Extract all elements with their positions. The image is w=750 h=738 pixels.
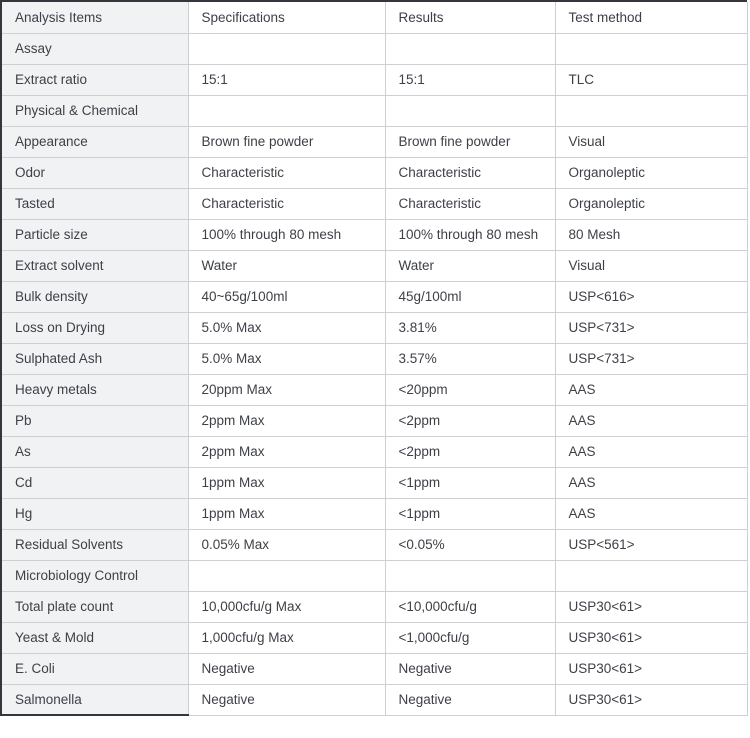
result-cell: <2ppm xyxy=(385,436,555,467)
column-header-analysis-items: Analysis Items xyxy=(2,2,188,33)
table-row xyxy=(2,126,747,157)
method-cell: TLC xyxy=(555,64,747,95)
method-cell: USP30<61> xyxy=(555,591,747,622)
analysis-item-cell: Yeast & Mold xyxy=(2,622,188,653)
method-cell: USP30<61> xyxy=(555,622,747,653)
method-cell: USP<616> xyxy=(555,281,747,312)
spec-cell: Negative xyxy=(188,684,385,715)
result-cell: Negative xyxy=(385,684,555,715)
method-cell: Visual xyxy=(555,126,747,157)
spec-cell: 0.05% Max xyxy=(188,529,385,560)
analysis-item-cell: Odor xyxy=(2,157,188,188)
spec-cell: Negative xyxy=(188,653,385,684)
table-row xyxy=(2,498,747,529)
method-cell: USP<731> xyxy=(555,312,747,343)
analysis-item-cell: Physical & Chemical xyxy=(2,95,188,126)
result-cell: 3.57% xyxy=(385,343,555,374)
result-cell: Brown fine powder xyxy=(385,126,555,157)
result-cell xyxy=(385,560,555,591)
method-cell: AAS xyxy=(555,436,747,467)
method-cell: USP<731> xyxy=(555,343,747,374)
table-row xyxy=(2,622,747,653)
spec-cell: 1ppm Max xyxy=(188,467,385,498)
result-cell: <1,000cfu/g xyxy=(385,622,555,653)
table-row xyxy=(2,374,747,405)
analysis-item-cell: Assay xyxy=(2,33,188,64)
result-cell: 15:1 xyxy=(385,64,555,95)
table-row xyxy=(2,653,747,684)
result-cell xyxy=(385,95,555,126)
analysis-item-cell: Pb xyxy=(2,405,188,436)
result-cell: 45g/100ml xyxy=(385,281,555,312)
spec-cell: 1,000cfu/g Max xyxy=(188,622,385,653)
spec-cell: 5.0% Max xyxy=(188,312,385,343)
column-header-test-method: Test method xyxy=(555,2,747,33)
table-row xyxy=(2,64,747,95)
table-row xyxy=(2,157,747,188)
method-cell: AAS xyxy=(555,405,747,436)
analysis-item-cell: Extract ratio xyxy=(2,64,188,95)
result-cell: 100% through 80 mesh xyxy=(385,219,555,250)
result-cell: <2ppm xyxy=(385,405,555,436)
result-cell: <10,000cfu/g xyxy=(385,591,555,622)
method-cell: 80 Mesh xyxy=(555,219,747,250)
spec-cell: Characteristic xyxy=(188,157,385,188)
table-row xyxy=(2,188,747,219)
result-cell: <0.05% xyxy=(385,529,555,560)
spec-cell: 1ppm Max xyxy=(188,498,385,529)
analysis-item-cell: Extract solvent xyxy=(2,250,188,281)
method-cell: Visual xyxy=(555,250,747,281)
spec-cell: 5.0% Max xyxy=(188,343,385,374)
analysis-item-cell: As xyxy=(2,436,188,467)
spec-cell: Characteristic xyxy=(188,188,385,219)
spec-cell: 2ppm Max xyxy=(188,436,385,467)
table-row xyxy=(2,684,747,715)
analysis-item-cell: Tasted xyxy=(2,188,188,219)
analysis-item-cell: Total plate count xyxy=(2,591,188,622)
method-cell: USP<561> xyxy=(555,529,747,560)
spec-cell: 2ppm Max xyxy=(188,405,385,436)
header-row xyxy=(2,2,747,33)
table-row xyxy=(2,95,747,126)
method-cell: Organoleptic xyxy=(555,188,747,219)
analysis-item-cell: Salmonella xyxy=(2,684,188,715)
result-cell xyxy=(385,33,555,64)
analysis-item-cell: Loss on Drying xyxy=(2,312,188,343)
column-header-results: Results xyxy=(385,2,555,33)
analysis-item-cell: Microbiology Control xyxy=(2,560,188,591)
spec-cell: 40~65g/100ml xyxy=(188,281,385,312)
spec-cell: 20ppm Max xyxy=(188,374,385,405)
analysis-item-cell: Particle size xyxy=(2,219,188,250)
result-cell: <1ppm xyxy=(385,467,555,498)
method-cell: USP30<61> xyxy=(555,684,747,715)
analysis-item-cell: Hg xyxy=(2,498,188,529)
analysis-table xyxy=(2,2,748,716)
result-cell: <20ppm xyxy=(385,374,555,405)
spec-cell: 100% through 80 mesh xyxy=(188,219,385,250)
table-row xyxy=(2,560,747,591)
analysis-item-cell: Heavy metals xyxy=(2,374,188,405)
method-cell: AAS xyxy=(555,467,747,498)
column-header-specifications: Specifications xyxy=(188,2,385,33)
result-cell: Negative xyxy=(385,653,555,684)
table-row xyxy=(2,250,747,281)
method-cell: Organoleptic xyxy=(555,157,747,188)
spec-cell: Water xyxy=(188,250,385,281)
analysis-item-cell: Appearance xyxy=(2,126,188,157)
spec-cell: 10,000cfu/g Max xyxy=(188,591,385,622)
result-cell: 3.81% xyxy=(385,312,555,343)
table-row xyxy=(2,343,747,374)
table-row xyxy=(2,591,747,622)
analysis-item-cell: E. Coli xyxy=(2,653,188,684)
method-cell: USP30<61> xyxy=(555,653,747,684)
analysis-item-cell: Residual Solvents xyxy=(2,529,188,560)
analysis-item-cell: Sulphated Ash xyxy=(2,343,188,374)
spec-cell: 15:1 xyxy=(188,64,385,95)
spec-cell xyxy=(188,95,385,126)
analysis-item-cell: Cd xyxy=(2,467,188,498)
table-row xyxy=(2,405,747,436)
spec-cell: Brown fine powder xyxy=(188,126,385,157)
table-row xyxy=(2,529,747,560)
table-row xyxy=(2,33,747,64)
method-cell: AAS xyxy=(555,498,747,529)
method-cell xyxy=(555,95,747,126)
result-cell: <1ppm xyxy=(385,498,555,529)
method-cell xyxy=(555,33,747,64)
analysis-item-cell: Bulk density xyxy=(2,281,188,312)
method-cell: AAS xyxy=(555,374,747,405)
result-cell: Characteristic xyxy=(385,157,555,188)
spec-cell xyxy=(188,33,385,64)
table-row xyxy=(2,281,747,312)
table-row xyxy=(2,467,747,498)
result-cell: Water xyxy=(385,250,555,281)
table-row xyxy=(2,219,747,250)
table-row xyxy=(2,436,747,467)
table-row xyxy=(2,312,747,343)
result-cell: Characteristic xyxy=(385,188,555,219)
spec-cell xyxy=(188,560,385,591)
method-cell xyxy=(555,560,747,591)
